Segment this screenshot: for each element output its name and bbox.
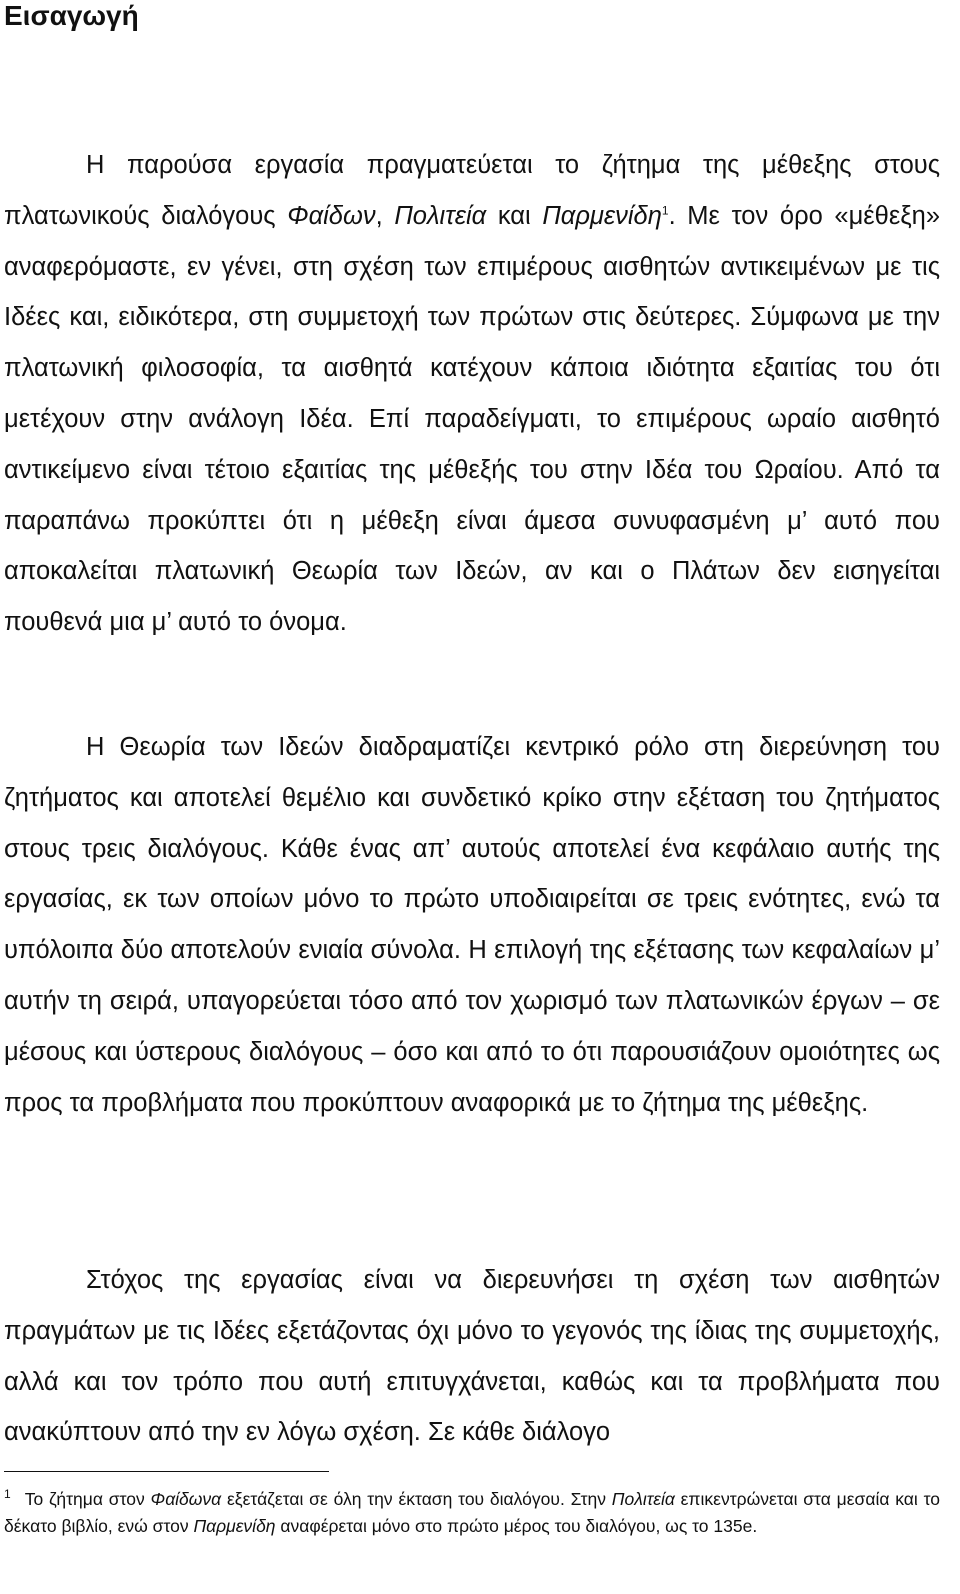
- footnote-text-b: εξετάζεται σε όλη την έκταση του διαλόγου. Στην: [221, 1489, 612, 1509]
- paragraph-1: [4, 140, 940, 648]
- footnote-separator: [4, 1471, 329, 1472]
- footnote-reference[interactable]: 1: [661, 203, 669, 218]
- footnote-text-d: αναφέρεται μόνο στο πρώτο μέρος του διαλόγου, ως το 135e.: [275, 1516, 758, 1536]
- footnote-work-parmenides: Παρμενίδη: [193, 1516, 276, 1536]
- separator: ,: [375, 201, 395, 230]
- footnote-text-a: Το ζήτημα στον: [24, 1489, 151, 1509]
- paragraph-3: [4, 1255, 940, 1458]
- paragraph-1-text-b: . Με τον όρο «μέθεξη» αναφερόμαστε, εν γένει, στη σχέση των επιμέρους αισθητών αντικειμένων με τις Ιδέες και, ειδικότερα, στη συμμετοχή των πρώτων στις δεύτερες. Σύμφωνα με την πλατωνική φιλοσοφία, τα αισθητά κατέχουν κάποια ιδιότητα εξαιτίας του ότι μετέχουν στην ανάλογη Ιδέα. Επί παραδείγματι, το επιμέρους ωραίο αισθητό αντικείμενο είναι τέτοιο εξαιτίας της μέθεξής του στην Ιδέα του Ωραίου. Από τα παραπάνω προκύπτει ότι η μέθεξη είναι άμεσα συνυφασμένη μ’ αυτό που αποκαλείται πλατωνική Θεωρία των Ιδεών, αν και ο Πλάτων δεν εισηγείται πουθενά μια μ’ αυτό το όνομα.: [4, 201, 940, 637]
- footnote: [4, 1486, 940, 1540]
- paragraph-2-text: Η Θεωρία των Ιδεών διαδραματίζει κεντρικό ρόλο στη διερεύνηση του ζητήματος και αποτελεί θεμέλιο και συνδετικό κρίκο στην εξέταση του ζητήματος στους τρεις διαλόγους. Κάθε ένας απ’ αυτούς αποτελεί ένα κεφάλαιο αυτής της εργασίας, εκ των οποίων μόνο το πρώτο υποδιαιρείται σε τρεις ενότητες, ενώ τα υπόλοιπα δύο αποτελούν ενιαία σύνολα. Η επιλογή της εξέτασης των κεφαλαίων μ’ αυτήν τη σειρά, υπαγορεύεται τόσο από τον χωρισμό των πλατωνικών έργων – σε μέσους και ύστερους διαλόγους – όσο και από το ότι παρουσιάζουν ομοιότητες ως προς τα προβλήματα που προκύπτουν αναφορικά με το ζήτημα της μέθεξης.: [4, 733, 940, 1117]
- work-title-parmenides: Παρμενίδη: [542, 201, 662, 230]
- footnote-work-phaedo: Φαίδωνα: [150, 1489, 222, 1509]
- footnote-work-republic: Πολιτεία: [611, 1489, 675, 1509]
- section-heading: Εισαγωγή: [4, 0, 139, 31]
- paragraph-3-text: Στόχος της εργασίας είναι να διερευνήσει τη σχέση των αισθητών πραγμάτων με τις Ιδέες εξετάζοντας όχι μόνο το γεγονός της ίδιας της συμμετοχής, αλλά και τον τρόπο που αυτή επιτυγχάνεται, καθώς και τα προβλήματα που ανακύπτουν από την εν λόγω σχέση. Σε κάθε διάλογο: [4, 1266, 940, 1447]
- work-title-phaedo: Φαίδων: [287, 201, 376, 230]
- work-title-republic: Πολιτεία: [394, 201, 487, 230]
- paragraph-2: [4, 722, 940, 1128]
- footnote-text-c: επικεντρώνεται στα μεσαία και το δέκατο βιβλίο, ενώ στον: [4, 1489, 941, 1536]
- paragraph-1-text-a: Η παρούσα εργασία πραγματεύεται το ζήτημα της μέθεξης στους πλατωνικούς διαλόγους: [4, 151, 940, 230]
- footnote-mark: 1: [4, 1487, 11, 1502]
- separator: και: [486, 201, 543, 230]
